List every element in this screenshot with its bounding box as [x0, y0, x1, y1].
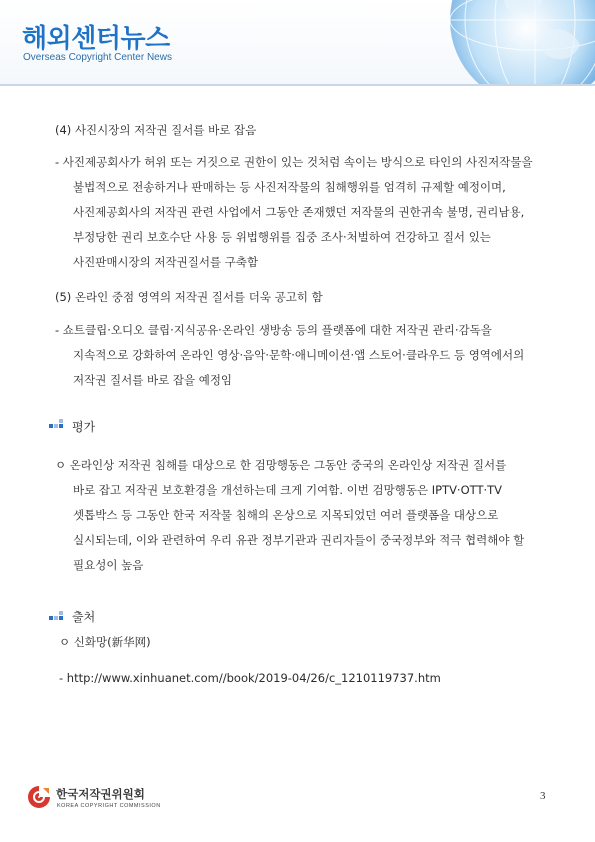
- header-title: 해외센터뉴스: [22, 24, 170, 54]
- paragraph-line: - 사진제공회사가 허위 또는 거짓으로 권한이 있는 것처럼 속이는 방식으로 타인의 사진저작물을: [55, 155, 533, 169]
- paragraph-line: 바로 잡고 저작권 보호환경을 개선하는데 크게 기여함. 이번 검망행동은 IPTV·OTT·TV: [73, 483, 503, 497]
- section-heading: (5) 온라인 중점 영역의 저작권 질서를 더욱 공고히 함: [55, 290, 323, 304]
- source-name: ㅇ 신화망(新华网): [59, 635, 151, 649]
- header-subtitle: Overseas Copyright Center News: [23, 52, 172, 63]
- page-header: [0, 0, 595, 84]
- paragraph-line: 지속적으로 강화하여 온라인 영상·음악·문학·애니메이션·앱 스토어·클라우드 등 영역에서의: [73, 348, 525, 362]
- paragraph-line: 저작권 질서를 바로 잡을 예정임: [73, 373, 233, 387]
- paragraph-line: 사진제공회사의 저작권 관련 사업에서 그동안 존재했던 저작물의 권한귀속 불명, 권리남용,: [73, 205, 525, 219]
- header-divider: [0, 84, 595, 86]
- source-url-link[interactable]: - http://www.xinhuanet.com//book/2019-04/26/c_1210119737.htm: [59, 671, 441, 685]
- paragraph-line: 셋톱박스 등 그동안 한국 저작물 침해의 온상으로 지목되었던 여러 플랫폼을 대상으로: [73, 508, 499, 522]
- page-number: 3: [540, 790, 546, 802]
- commission-logo-icon: [26, 784, 52, 810]
- section-heading: (4) 사진시장의 저작권 질서를 바로 잡음: [55, 123, 257, 137]
- paragraph-line: 실시되는데, 이와 관련하여 우리 유관 정부기관과 권리자들이 중국정부와 적극 협력해야 할: [73, 533, 525, 547]
- paragraph-line: 불법적으로 전송하거나 판매하는 등 사진저작물의 침해행위를 엄격히 규제할 예정이며,: [73, 180, 506, 194]
- paragraph-line: 필요성이 높음: [73, 558, 144, 572]
- paragraph-line: ㅇ 온라인상 저작권 침해를 대상으로 한 검망행동은 그동안 중국의 온라인상 저작권 질서를: [55, 458, 507, 472]
- organization-name-english: KOREA COPYRIGHT COMMISSION: [57, 803, 161, 809]
- evaluation-title: 평가: [72, 420, 96, 434]
- source-title: 출처: [72, 610, 96, 624]
- paragraph-line: 사진판매시장의 저작권질서를 구축함: [73, 255, 259, 269]
- paragraph-line: 부정당한 권리 보호수단 사용 등 위법행위를 집중 조사·처벌하여 건강하고 질서 있는: [73, 230, 491, 244]
- paragraph-line: - 쇼트클립·오디오 클립·지식공유·온라인 생방송 등의 플랫폼에 대한 저작권 관리·감독을: [55, 323, 492, 337]
- organization-name: 한국저작권위원회: [56, 787, 145, 801]
- globe-icon: [425, 0, 595, 84]
